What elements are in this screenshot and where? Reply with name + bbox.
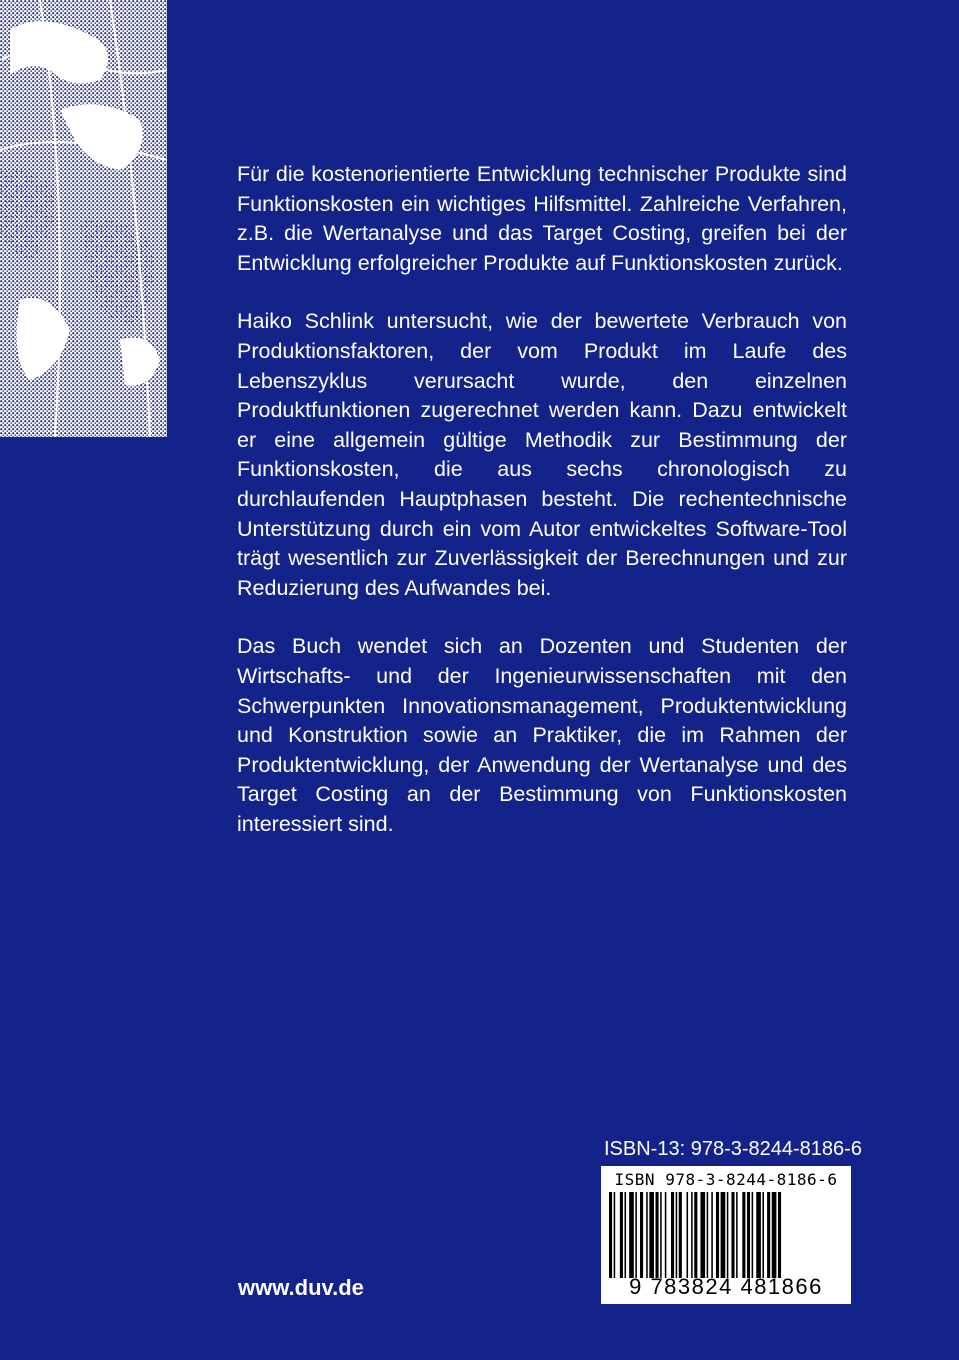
barcode-bar [767,1192,770,1278]
barcode-bar [752,1192,754,1278]
barcode-bar [629,1192,634,1278]
barcode-bars [609,1192,843,1278]
barcode-bar [620,1192,623,1278]
barcode-bar [609,1192,612,1278]
barcode-bar [756,1192,761,1278]
barcode-bar [711,1192,713,1278]
globe-illustration [0,0,167,437]
barcode-bar [772,1192,777,1278]
barcode-bar [614,1192,616,1278]
barcode-bar [700,1192,705,1278]
barcode-bar [707,1192,709,1278]
barcode-bar [762,1192,764,1278]
barcode-bar [660,1192,662,1278]
barcode-bar [649,1192,654,1278]
barcode-bar [742,1192,745,1278]
barcode-bar [731,1192,734,1278]
barcode-bar [679,1192,682,1278]
barcode-bar [727,1192,729,1278]
paragraph-intro: Für die kostenorientierte Entwicklung technischer Produkte sind Funktionskosten ein wichtiges Hilfsmittel. Zahlreiche Verfahren, z.B. die Wertanalyse und das Target Costing, greifen bei der Entwicklung erfolgreicher Produkte auf Funktionskosten zurück. [237,162,847,275]
barcode-bar [694,1192,697,1278]
barcode-bar [778,1192,781,1278]
barcode [601,1166,851,1304]
barcode-bar [716,1192,719,1278]
barcode-bar [635,1192,637,1278]
back-cover-text [237,160,847,868]
barcode-bar [656,1192,659,1278]
barcode-digits: 9 783824 481866 [629,1274,823,1299]
paragraph-audience: Das Buch wendet sich an Dozenten und Studenten der Wirtschafts- und der Ingenieurwissenschaften mit den Schwerpunkten Innovationsmanagement, Produktentwicklung und Konstruktion sowie an Praktiker, die im Rahmen der Produktentwicklung, der Anwendung der Wertanalyse und des Target Costing an der Bestimmung von Funktionskosten interessiert sind. [237,634,847,836]
publisher-website: www.duv.de [238,1275,364,1300]
barcode-isbn-text: ISBN 978-3-8244-8186-6 [614,1170,838,1189]
barcode-bar [747,1192,750,1278]
barcode-bar [640,1192,643,1278]
barcode-bar [625,1192,627,1278]
barcode-bar [736,1192,738,1278]
barcode-bar [676,1192,678,1278]
barcode-bar [665,1192,667,1278]
barcode-bar [671,1192,674,1278]
barcode-bar [721,1192,726,1278]
barcode-bar [687,1192,689,1278]
barcode-bar [646,1192,648,1278]
barcode-bar [691,1192,693,1278]
paragraph-author: Haiko Schlink untersucht, wie der bewertete Verbrauch von Produktionsfaktoren, der vom Produkt im Laufe des Lebenszyklus verursacht wurde, den einzelnen Produktfunktionen zugerechnet werden kann. Dazu entwickelt er eine allgemein gültige Methodik zur Bestimmung der Funktionskosten, die aus sechs chronologisch zu durchlaufenden Hauptphasen besteht. Die rechentechnische Unterstützung durch ein vom Autor entwickeltes Software-Tool trägt wesentlich zur Zuverlässigkeit der Berechnungen und zur Reduzierung des Aufwandes bei. [237,309,847,600]
isbn-label: ISBN-13: 978-3-8244-8186-6 [604,1138,862,1160]
